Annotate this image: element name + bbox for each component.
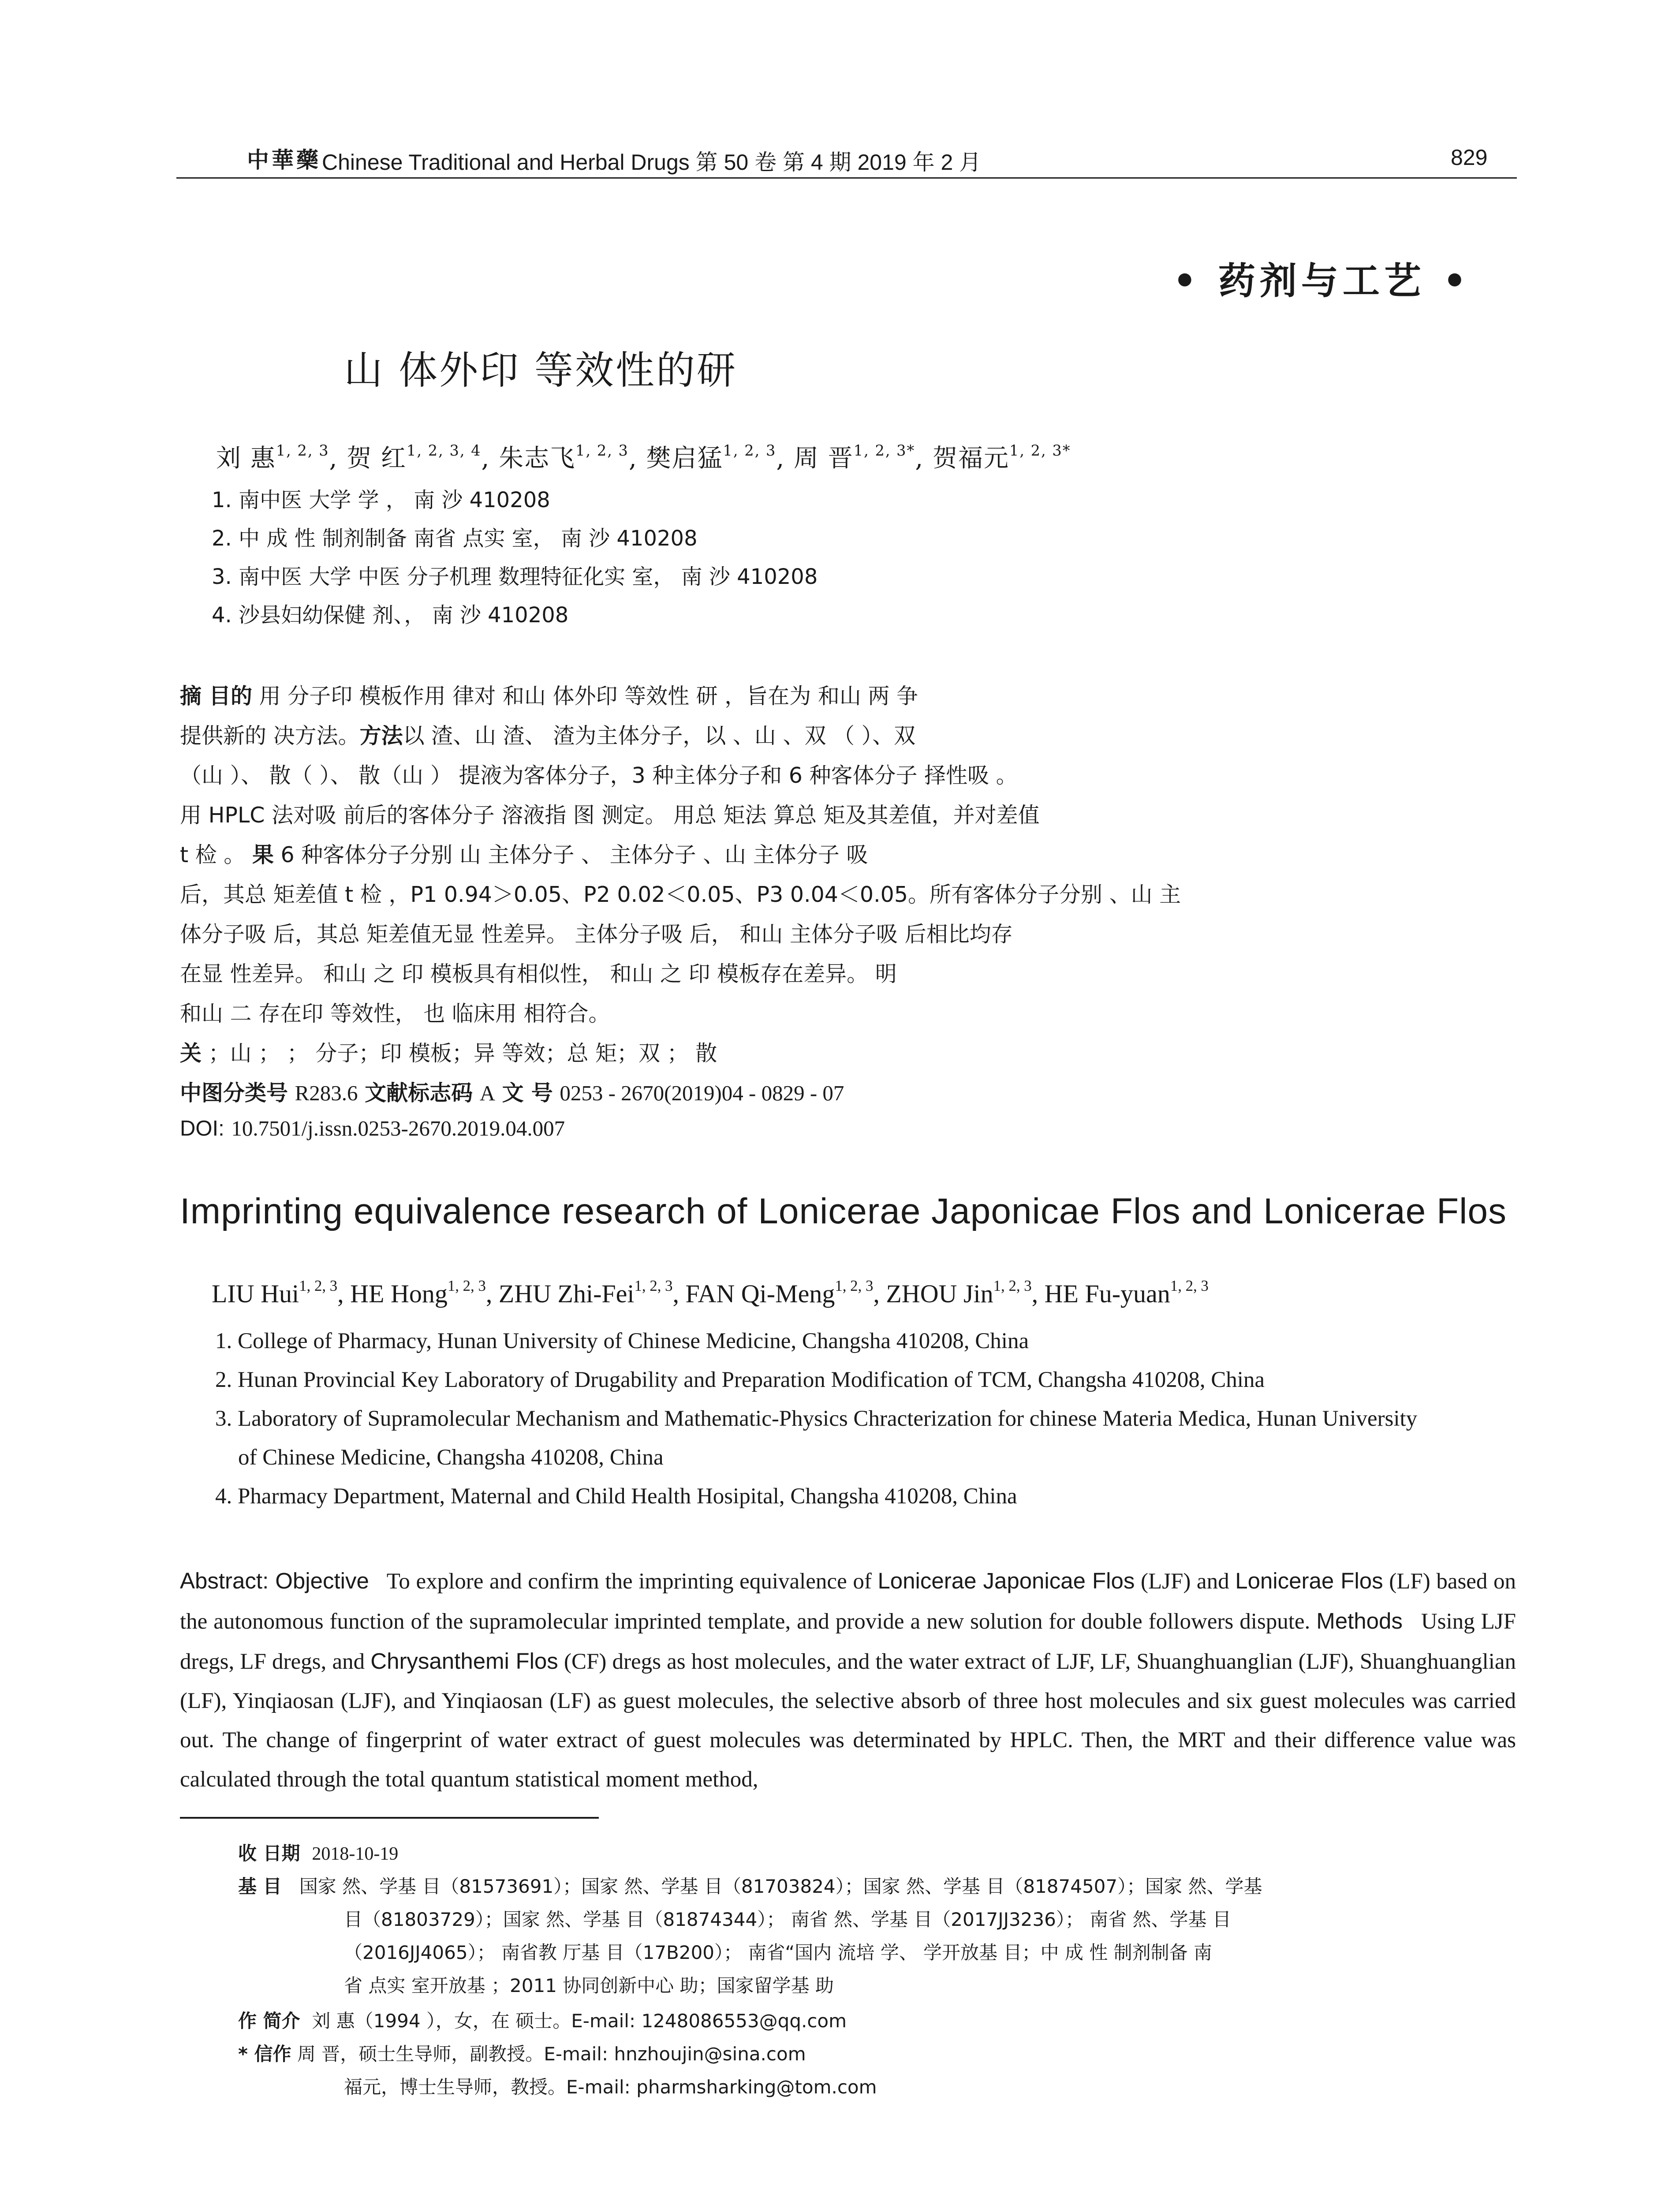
zh-classification <box>180 1076 844 1107</box>
footnote-author-bio <box>238 2007 847 2033</box>
journal-info: Chinese Traditional and Herbal Drugs 第 50 卷 第 4 期 2019 年 2 月 <box>322 150 982 175</box>
chinese-authors: 刘 惠$^{1, 2, 3}$, 贺 红$^{1, 2, 3, 4}$, 朱志飞$^{1, 2, 3}$, 樊启猛$^{1, 2, 3}$, 周 晋$^{1, 2, 3*}$, 贺福元$^{1, 2, 3*}$ <box>216 441 1071 473</box>
zh-methods-label: 方法 <box>359 723 403 748</box>
abstract-text: Using LJF dregs, LF dregs, and <box>180 1609 1516 1674</box>
english-title: Imprinting equivalence research of Lonicerae Japonicae Flos and Lonicerae Flos <box>180 1191 1507 1231</box>
author-affiliation-mark: 1, 2, 3 <box>276 441 329 459</box>
zh-results-text: 6 种客体分子分别 山 主体分子 、 主体分子 、山 主体分子 吸 <box>280 842 868 867</box>
author-name: FAN Qi-Meng <box>685 1279 835 1308</box>
english-affiliation: 2. Hunan Provincial Key Laboratory of Drugability and Preparation Modification of TCM, Changsha 410208, China <box>215 1368 1265 1392</box>
author-affiliation-mark: 1, 2, 3 <box>1170 1277 1209 1294</box>
english-affiliation: 1. College of Pharmacy, Hunan University of Chinese Medicine, Changsha 410208, China <box>215 1329 1029 1353</box>
chinese-affiliation: 3. 南中医 大学 中医 分子机理 数理特征化实 室， 南 沙 410208 <box>212 564 818 589</box>
author-affiliation-mark: 1, 2, 3 <box>723 441 777 459</box>
zh-keywords-label: 关 <box>180 1041 202 1066</box>
species-name: Lonicerae Flos <box>1235 1568 1383 1593</box>
abstract-text: To explore and confirm the imprinting equivalence of <box>386 1569 872 1594</box>
footnote-label: 收 日期 <box>238 1842 300 1864</box>
author-name: 周 晋 <box>793 444 854 473</box>
zh-abstract-line: 在显 性差异。 和山 之 印 模板具有相似性， 和山 之 印 模板存在差异。 明 <box>180 961 897 987</box>
english-authors: LIU Hui$^{1, 2, 3}$, HE Hong$^{1, 2, 3}$, ZHU Zhi-Fei$^{1, 2, 3}$, FAN Qi-Meng$^{1, 2, 3}$, ZHOU Jin$^{1, 2, 3}$, HE Fu-yuan$^{1, 2, 3}$ <box>212 1277 1209 1308</box>
chinese-affiliation: 1. 南中医 大学 学 ， 南 沙 410208 <box>212 488 550 512</box>
author-name: 朱志飞 <box>499 444 576 473</box>
author-name: LIU Hui <box>212 1279 299 1308</box>
author-affiliation-mark: 1, 2, 3 <box>835 1277 874 1294</box>
footnote-funding-cont: 省 点实 室开放基 ；2011 协同创新中心 助；国家留学基 助 <box>344 1975 834 1996</box>
footnote-funding-cont: （2016JJ4065）； 南省教 厅基 目（17B200）； 南省“国内 流培 学、 学开放基 目；中 成 性 制剂制备 南 <box>344 1942 1212 1963</box>
section-label: • 药剂与工艺 • <box>1173 259 1471 303</box>
zh-abstract-line <box>180 878 1181 908</box>
english-affiliation: 4. Pharmacy Department, Maternal and Child Health Hosipital, Changsha 410208, China <box>215 1484 1017 1509</box>
abstract-text: (CF) dregs as host molecules, and the water extract of LJF, LF, Shuanghuanglian (LJF), Shuanghuanglian (LF), Yinqiaosan (LJF), and Yinqiaosan (LF) as guest molecules, the selective absorb of three host molecules and six guest molecules was carried out. The change of fingerprint of water extract of guest molecules was determinated by HPLC. Then, the MRT and their difference value was calculated through the total quantum statistical moment method, <box>180 1649 1516 1792</box>
page-number: 829 <box>1451 145 1488 170</box>
author-name: ZHU Zhi-Fei <box>498 1279 635 1308</box>
author-affiliation-mark: 1, 2, 3* <box>1009 441 1071 459</box>
author-affiliation-mark: 1, 2, 3 <box>299 1277 338 1294</box>
abstract-methods-label: Methods <box>1316 1608 1403 1633</box>
doi-line <box>180 1116 565 1141</box>
footnote-received <box>238 1839 398 1865</box>
footnote-label: 作 简介 <box>238 2010 300 2032</box>
author-affiliation-mark: 1, 2, 3, 4 <box>407 441 482 459</box>
zh-abstract-line: （山 ）、 散（ ）、 散（山 ） 提液为客体分子，3 种主体分子和 6 种客体分子 择性吸 。 <box>180 763 1018 788</box>
article-id-label: 文 号 <box>502 1080 553 1106</box>
author-name: 贺 红 <box>347 444 407 473</box>
chinese-affiliation: 4. 沙县妇幼保健 剂、， 南 沙 410208 <box>212 603 569 628</box>
english-affiliation: of Chinese Medicine, Changsha 410208, China <box>238 1445 664 1470</box>
clc-value: R283.6 <box>295 1081 358 1105</box>
english-affiliation: 3. Laboratory of Supramolecular Mechanism and Mathematic-Physics Chracterization for chinese Materia Medica, Hunan University <box>215 1406 1418 1431</box>
zh-abstract-line: 和山 二 存在印 等效性， 也 临床用 相符合。 <box>180 1001 610 1026</box>
journal-logo: 中華藥 <box>247 147 321 173</box>
zh-abstract-text: 用 分子印 模板作用 律对 和山 体外印 等效性 研 ，旨在为 和山 两 争 <box>252 684 918 709</box>
zh-abstract-label: 摘 目的 <box>180 684 253 709</box>
author-name: HE Fu-yuan <box>1044 1279 1170 1308</box>
clc-label: 中图分类号 <box>180 1080 288 1106</box>
abstract-objective-label: Abstract: Objective <box>180 1568 369 1593</box>
author-name: HE Hong <box>350 1279 448 1308</box>
zh-abstract-text: 后，其总 矩差值 t 检 ， <box>180 882 411 907</box>
footnote-label: * 信作 <box>238 2043 291 2065</box>
zh-abstract-line <box>180 679 918 710</box>
zh-keywords-text: ；山 ； ； 分子；印 模板；异 等效；总 矩；双 ； 散 <box>202 1041 717 1066</box>
footnote-funding <box>238 1872 1262 1899</box>
author-name: 樊启猛 <box>646 444 723 473</box>
doc-code-label: 文献标志码 <box>365 1080 473 1106</box>
abstract-text: (LF) based on the autonomous function of the supramolecular imprinted template, and provide a new solution for double followers dispute. <box>180 1569 1516 1634</box>
header-divider <box>176 177 1517 179</box>
footnote-label: 基 目 <box>238 1876 282 1897</box>
zh-results-label: 果 <box>252 842 274 867</box>
zh-abstract-line <box>180 719 915 750</box>
zh-abstract-text: 提供新的 决方法。 <box>180 723 360 748</box>
footnote-divider <box>180 1817 599 1819</box>
author-name: ZHOU Jin <box>886 1279 993 1308</box>
footnote-text: 刘 惠（1994 ），女，在 硕士。E-mail: 1248086553@qq.com <box>312 2010 847 2032</box>
footnote-text: 国家 然、学基 目（81573691）；国家 然、学基 目（81703824）；国家 然、学基 目（81874507）；国家 然、学基 <box>299 1876 1262 1897</box>
author-affiliation-mark: 1, 2, 3 <box>447 1277 486 1294</box>
author-affiliation-mark: 1, 2, 3 <box>575 441 629 459</box>
zh-abstract-line: 体分子吸 后，其总 矩差值无显 性差异。 主体分子吸 后， 和山 主体分子吸 后相比均存 <box>180 922 1013 947</box>
article-id-value: 0253 - 2670(2019)04 - 0829 - 07 <box>560 1081 844 1105</box>
author-name: 刘 惠 <box>216 444 276 473</box>
footnote-text: 周 晋，硕士生导师，副教授。E-mail: hnzhoujin@sina.com <box>291 2043 806 2065</box>
species-name: Lonicerae Japonicae Flos <box>877 1568 1135 1593</box>
zh-methods-text: 以 渣、山 渣、 渣为主体分子，以 、山 、双 （ ）、双 <box>403 723 916 748</box>
species-name: Chrysanthemi Flos <box>370 1648 558 1674</box>
zh-abstract-text: t 检 。 <box>180 842 246 867</box>
english-abstract <box>180 1561 1516 1799</box>
footnote-text: 2018-10-19 <box>312 1844 399 1864</box>
footnote-corresponding <box>238 2040 806 2066</box>
author-affiliation-mark: 1, 2, 3 <box>993 1277 1032 1294</box>
zh-keywords <box>180 1036 717 1067</box>
footnote-corresponding-cont: 福元，博士生导师，教授。E-mail: pharmsharking@tom.com <box>344 2076 877 2098</box>
doc-code-value: A <box>479 1081 496 1105</box>
chinese-affiliation: 2. 中 成 性 制剂制备 南省 点实 室， 南 沙 410208 <box>212 526 698 551</box>
footnote-funding-cont: 目（81803729）；国家 然、学基 目（81874344）； 南省 然、学基 目（2017JJ3236）； 南省 然、学基 目 <box>344 1909 1231 1930</box>
author-affiliation-mark: 1, 2, 3* <box>853 441 915 459</box>
zh-abstract-line <box>180 838 868 869</box>
author-affiliation-mark: 1, 2, 3 <box>634 1277 673 1294</box>
zh-p-values: P1 0.94＞0.05、P2 0.02＜0.05、P3 0.04＜0.05。所有客体分子分别 、山 主 <box>410 882 1181 907</box>
doi-value: 10.7501/j.issn.0253-2670.2019.04.007 <box>231 1116 565 1140</box>
zh-abstract-line: 用 HPLC 法对吸 前后的客体分子 溶液指 图 测定。 用总 矩法 算总 矩及其差值，并对差值 <box>180 803 1040 828</box>
author-name: 贺福元 <box>932 444 1009 473</box>
abstract-text: (LJF) and <box>1140 1569 1229 1594</box>
chinese-title: 山 体外印 等效性的研 <box>344 348 737 393</box>
doi-label: DOI: <box>180 1117 224 1140</box>
